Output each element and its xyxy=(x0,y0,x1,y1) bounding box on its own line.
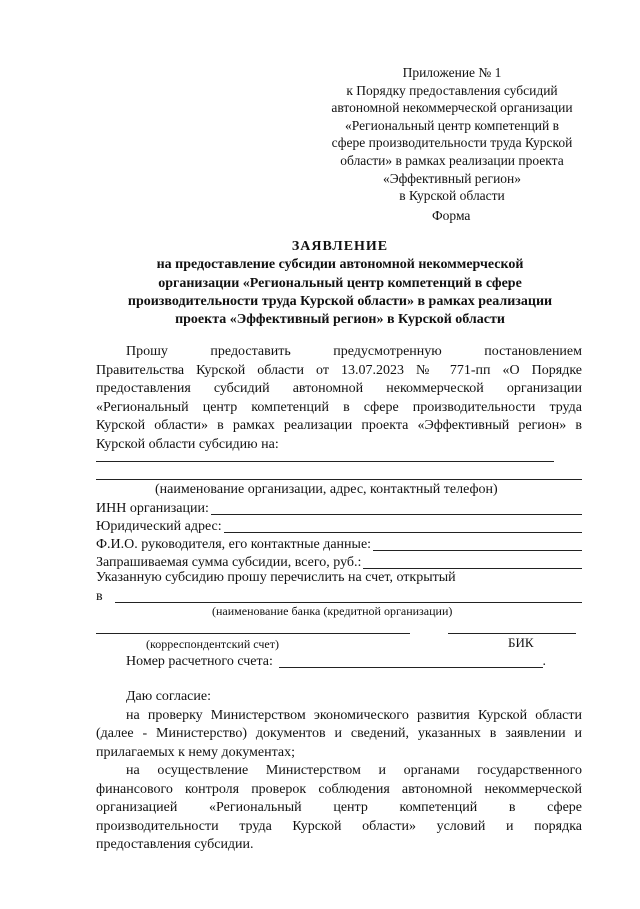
appendix-line: области» в рамках реализации проекта xyxy=(340,152,564,168)
bank-fill-line[interactable] xyxy=(115,602,582,603)
appendix-line: в Курской области xyxy=(399,188,505,204)
document-title xyxy=(96,238,584,329)
consent-item-1: на проверку Министерством экономического развития Курской области (далее - Министерство) документов и сведений, указанных в заявлении и прилагаемых к нему документах; xyxy=(96,707,582,760)
address-label: Юридический адрес: xyxy=(96,519,222,534)
form-label: Форма xyxy=(432,208,471,223)
appendix-line: «Региональный центр компетенций в xyxy=(344,117,559,133)
bank-prefix: в xyxy=(96,589,103,604)
title-line: организации «Региональный центр компетенций в сфере xyxy=(158,275,522,291)
bik-caption: БИК xyxy=(508,635,534,650)
title-heading: ЗАЯВЛЕНИЕ xyxy=(291,239,389,254)
amount-label: Запрашиваемая сумма субсидии, всего, руб.: xyxy=(96,555,362,570)
org-fill-line[interactable] xyxy=(96,461,554,462)
account-end: . xyxy=(542,654,546,669)
address-field[interactable] xyxy=(96,518,582,536)
appendix-line: Приложение № 1 xyxy=(402,65,502,80)
org-fill-line[interactable] xyxy=(96,479,582,480)
consent-item-2-line: предоставления субсидии. xyxy=(96,837,254,852)
appendix-line: «Эффективный регион» xyxy=(382,170,522,186)
consent-intro: Даю согласие: xyxy=(126,689,211,704)
account-label: Номер расчетного счета: xyxy=(126,654,273,669)
appendix-line: автономной некоммерческой организации xyxy=(331,100,573,116)
consent-section xyxy=(96,688,582,855)
consent-item-2-line: организацией «Региональный центр компетенций в сфере xyxy=(96,800,582,815)
appendix-line: к Порядку предоставления субсидий xyxy=(346,82,558,98)
consent-item-2-line: производительности труда Курской области» условий и порядка xyxy=(96,818,582,834)
address-fill-line[interactable] xyxy=(224,532,582,533)
consent-item-2-line: финансового контроля проверок соблюдения автономной некоммерческой xyxy=(96,781,582,797)
director-fill-line[interactable] xyxy=(373,550,582,551)
request-line: предоставления субсидий автономной некоммерческой организации xyxy=(96,381,582,396)
request-paragraph xyxy=(96,343,582,454)
inn-fill-line[interactable] xyxy=(211,514,582,515)
inn-label: ИНН организации: xyxy=(96,501,209,516)
inn-field[interactable] xyxy=(96,500,582,518)
bank-caption: (наименование банка (кредитной организации) xyxy=(212,604,453,618)
director-field[interactable] xyxy=(96,536,582,554)
request-line: Прошу предоставить предусмотренную постановлением xyxy=(126,344,582,359)
transfer-text: Указанную субсидию прошу перечислить на счет, открытый xyxy=(96,570,456,585)
request-line: Курской области субсидию на: xyxy=(96,436,279,452)
corr-account-fill-line[interactable] xyxy=(96,633,410,634)
director-label: Ф.И.О. руководителя, его контактные данные: xyxy=(96,537,372,552)
corr-account-caption: (корреспондентский счет) xyxy=(146,637,279,651)
account-field[interactable] xyxy=(126,653,546,671)
consent-item-2-line: на осуществление Министерством и органами государственного xyxy=(126,763,582,778)
amount-fill-line[interactable] xyxy=(363,568,582,569)
title-line: проекта «Эффективный регион» в Курской области xyxy=(175,312,505,328)
request-line: Курской области» в рамках реализации проекта «Эффективный регион» в xyxy=(96,418,582,433)
appendix-header xyxy=(318,64,586,205)
request-line: Правительства Курской области от 13.07.2023 № 771-пп «О Порядке xyxy=(96,362,582,378)
account-fill-line[interactable] xyxy=(279,667,543,668)
title-line: на предоставление субсидии автономной некоммерческой xyxy=(156,257,524,273)
org-caption: (наименование организации, адрес, контактный телефон) xyxy=(155,482,498,497)
appendix-line: сфере производительности труда Курской xyxy=(331,135,573,151)
bik-fill-line[interactable] xyxy=(448,633,576,634)
title-line: производительности труда Курской области» в рамках реализации xyxy=(127,293,553,309)
request-line: «Региональный центр компетенций в сфере производительности труда xyxy=(96,399,582,415)
